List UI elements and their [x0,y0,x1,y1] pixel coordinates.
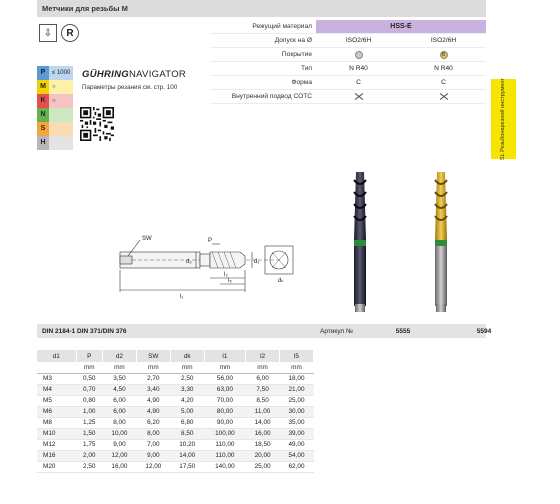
material-row-h: H [37,136,73,150]
coolant-label: Внутренний подвод СОТС [231,93,312,100]
table-cell: 18,50 [246,439,280,450]
table-cell: 7,00 [136,439,170,450]
table-cell: 4,50 [102,384,136,395]
table-row[interactable] [37,406,314,417]
thread-size-cell: M3 [37,373,76,384]
material-row-n: N [37,108,73,122]
header-bar [37,0,486,17]
arrow-down-icon: ⇩ [39,24,57,42]
tool-5555-photo [354,172,366,312]
label-l5: l₅ [228,278,232,284]
table-row[interactable] [37,450,314,461]
tolerance-value-1: ISO2/6H [345,37,372,44]
page-title: Метчики для резьбы M [42,4,128,13]
table-cell: 4,20 [170,395,204,406]
article-number-2[interactable]: 5594 [476,327,492,335]
no-coolant-icon [354,93,363,101]
tool-icons [39,24,79,42]
table-cell: 17,50 [170,461,204,472]
unit-cell: mm [204,362,245,373]
table-cell: 49,00 [280,439,314,450]
table-cell: 14,00 [246,417,280,428]
table-row[interactable] [37,428,314,439]
label-l1: l₁ [180,294,184,300]
table-cell: 35,00 [280,417,314,428]
table-cell: 10,00 [102,428,136,439]
thread-size-cell: M20 [37,461,76,472]
table-cell: 0,70 [76,384,102,395]
table-cell: 14,00 [170,450,204,461]
table-cell: 1,50 [76,428,102,439]
table-cell: 110,00 [204,439,245,450]
column-header-dk: dk [170,350,204,362]
tap-technical-drawing [100,230,320,320]
thread-size-cell: M4 [37,384,76,395]
label-d1: d₁ [254,259,260,265]
unit-cell [37,362,76,373]
tolerance-value-2: ISO2/6H [430,37,457,44]
label-l2: l₂ [224,272,228,278]
table-cell: 2,70 [136,373,170,384]
table-cell: 54,00 [280,450,314,461]
tolerance-label: Допуск на Ø [274,37,312,44]
unit-cell: mm [170,362,204,373]
table-cell: 3,40 [136,384,170,395]
table-cell: 21,00 [280,384,314,395]
table-row[interactable] [37,384,314,395]
thread-size-cell: M12 [37,439,76,450]
table-cell: 8,50 [170,428,204,439]
table-cell: 4,90 [136,406,170,417]
qr-code-icon[interactable] [80,107,114,141]
type-value-1: N R40 [349,65,368,72]
dimensions-table [37,350,314,473]
column-header-l1: l1 [204,350,245,362]
table-cell: 1,25 [76,417,102,428]
table-cell: 6,00 [102,395,136,406]
table-cell: 3,30 [170,384,204,395]
no-coolant-icon [439,93,448,101]
table-cell: 16,00 [246,428,280,439]
label-dk: dₖ [278,278,284,284]
label-d2: d₂ [186,259,192,265]
material-label: Режущий материал [252,23,312,30]
coating-label: Покрытие [281,51,312,58]
table-cell: 62,00 [280,461,314,472]
table-cell: 12,00 [102,450,136,461]
uncoated-icon [355,51,363,59]
material-row-k: K ○ [37,94,73,108]
thread-size-cell: M5 [37,395,76,406]
table-row[interactable] [37,373,314,384]
table-cell: 0,80 [76,395,102,406]
table-row[interactable] [37,417,314,428]
table-cell: 8,00 [136,428,170,439]
table-cell: 140,00 [204,461,245,472]
column-header-l2: l2 [246,350,280,362]
type-label: Тип [301,65,312,72]
table-cell: 20,00 [246,450,280,461]
table-cell: 9,00 [102,439,136,450]
table-cell: 0,50 [76,373,102,384]
column-header-d1: d1 [37,350,76,362]
type-value-2: N R40 [434,65,453,72]
table-cell: 8,50 [246,395,280,406]
table-cell: 90,00 [204,417,245,428]
table-cell: 1,75 [76,439,102,450]
table-cell: 100,00 [204,428,245,439]
article-label: Артикул № [319,327,353,335]
tool-5594-photo [435,172,447,312]
tool-photos [330,160,480,320]
table-cell: 9,00 [136,450,170,461]
thread-size-cell: M10 [37,428,76,439]
form-value-1: C [356,79,361,86]
table-cell: 6,00 [102,406,136,417]
table-cell: 70,00 [204,395,245,406]
table-cell: 56,00 [204,373,245,384]
category-side-tab[interactable] [491,79,516,159]
table-cell: 6,20 [136,417,170,428]
table-cell: 110,00 [204,450,245,461]
thread-size-cell: M8 [37,417,76,428]
material-value: HSS-E [316,20,486,33]
table-row[interactable] [37,461,314,472]
cutting-params-note: Параметры резания см. стр. 100 [82,84,178,91]
table-cell: 5,00 [170,406,204,417]
material-row-s: S [37,122,73,136]
table-row[interactable] [37,439,314,450]
table-cell: 6,00 [246,373,280,384]
unit-cell: mm [136,362,170,373]
table-cell: 63,00 [204,384,245,395]
table-cell: 4,90 [136,395,170,406]
table-cell: 2,50 [76,461,102,472]
table-cell: 25,00 [280,395,314,406]
label-p: P [208,238,213,244]
table-cell: 7,50 [246,384,280,395]
material-groups [37,66,73,150]
table-cell: 30,00 [280,406,314,417]
thread-size-cell: M16 [37,450,76,461]
column-header-SW: SW [136,350,170,362]
coating-gold-icon: B [440,51,448,59]
label-sw: SW [142,236,152,242]
table-cell: 80,00 [204,406,245,417]
table-cell: 6,80 [170,417,204,428]
brand-logo: GÜHRINGNAVIGATOR [82,69,187,80]
table-cell: 12,00 [136,461,170,472]
table-cell: 2,50 [170,373,204,384]
article-bar [37,324,492,338]
column-header-l5: l5 [280,350,314,362]
table-cell: 39,00 [280,428,314,439]
table-cell: 18,00 [280,373,314,384]
thread-size-cell: M6 [37,406,76,417]
column-header-d2: d2 [102,350,136,362]
table-cell: 3,50 [102,373,136,384]
category-side-tab-label: SL Резьбонарезной инструмент [500,77,506,161]
table-cell: 1,00 [76,406,102,417]
unit-cell: mm [280,362,314,373]
table-cell: 25,00 [246,461,280,472]
unit-cell: mm [102,362,136,373]
table-cell: 11,00 [246,406,280,417]
table-cell: 10,20 [170,439,204,450]
form-value-2: C [441,79,446,86]
material-row-m: M ○ [37,80,73,94]
article-number-1[interactable]: 5555 [395,327,411,335]
table-cell: 2,00 [76,450,102,461]
form-label: Форма [291,79,312,86]
right-hand-thread-icon: R [61,24,79,42]
column-header-P: P [76,350,102,362]
table-cell: 16,00 [102,461,136,472]
material-row-p: P ≤ 1000 [37,66,73,80]
properties-table [210,20,486,104]
unit-cell: mm [76,362,102,373]
din-standard: DIN 2184-1 DIN 371/DIN 376 [42,327,127,335]
unit-cell: mm [246,362,280,373]
table-cell: 8,00 [102,417,136,428]
table-row[interactable] [37,395,314,406]
